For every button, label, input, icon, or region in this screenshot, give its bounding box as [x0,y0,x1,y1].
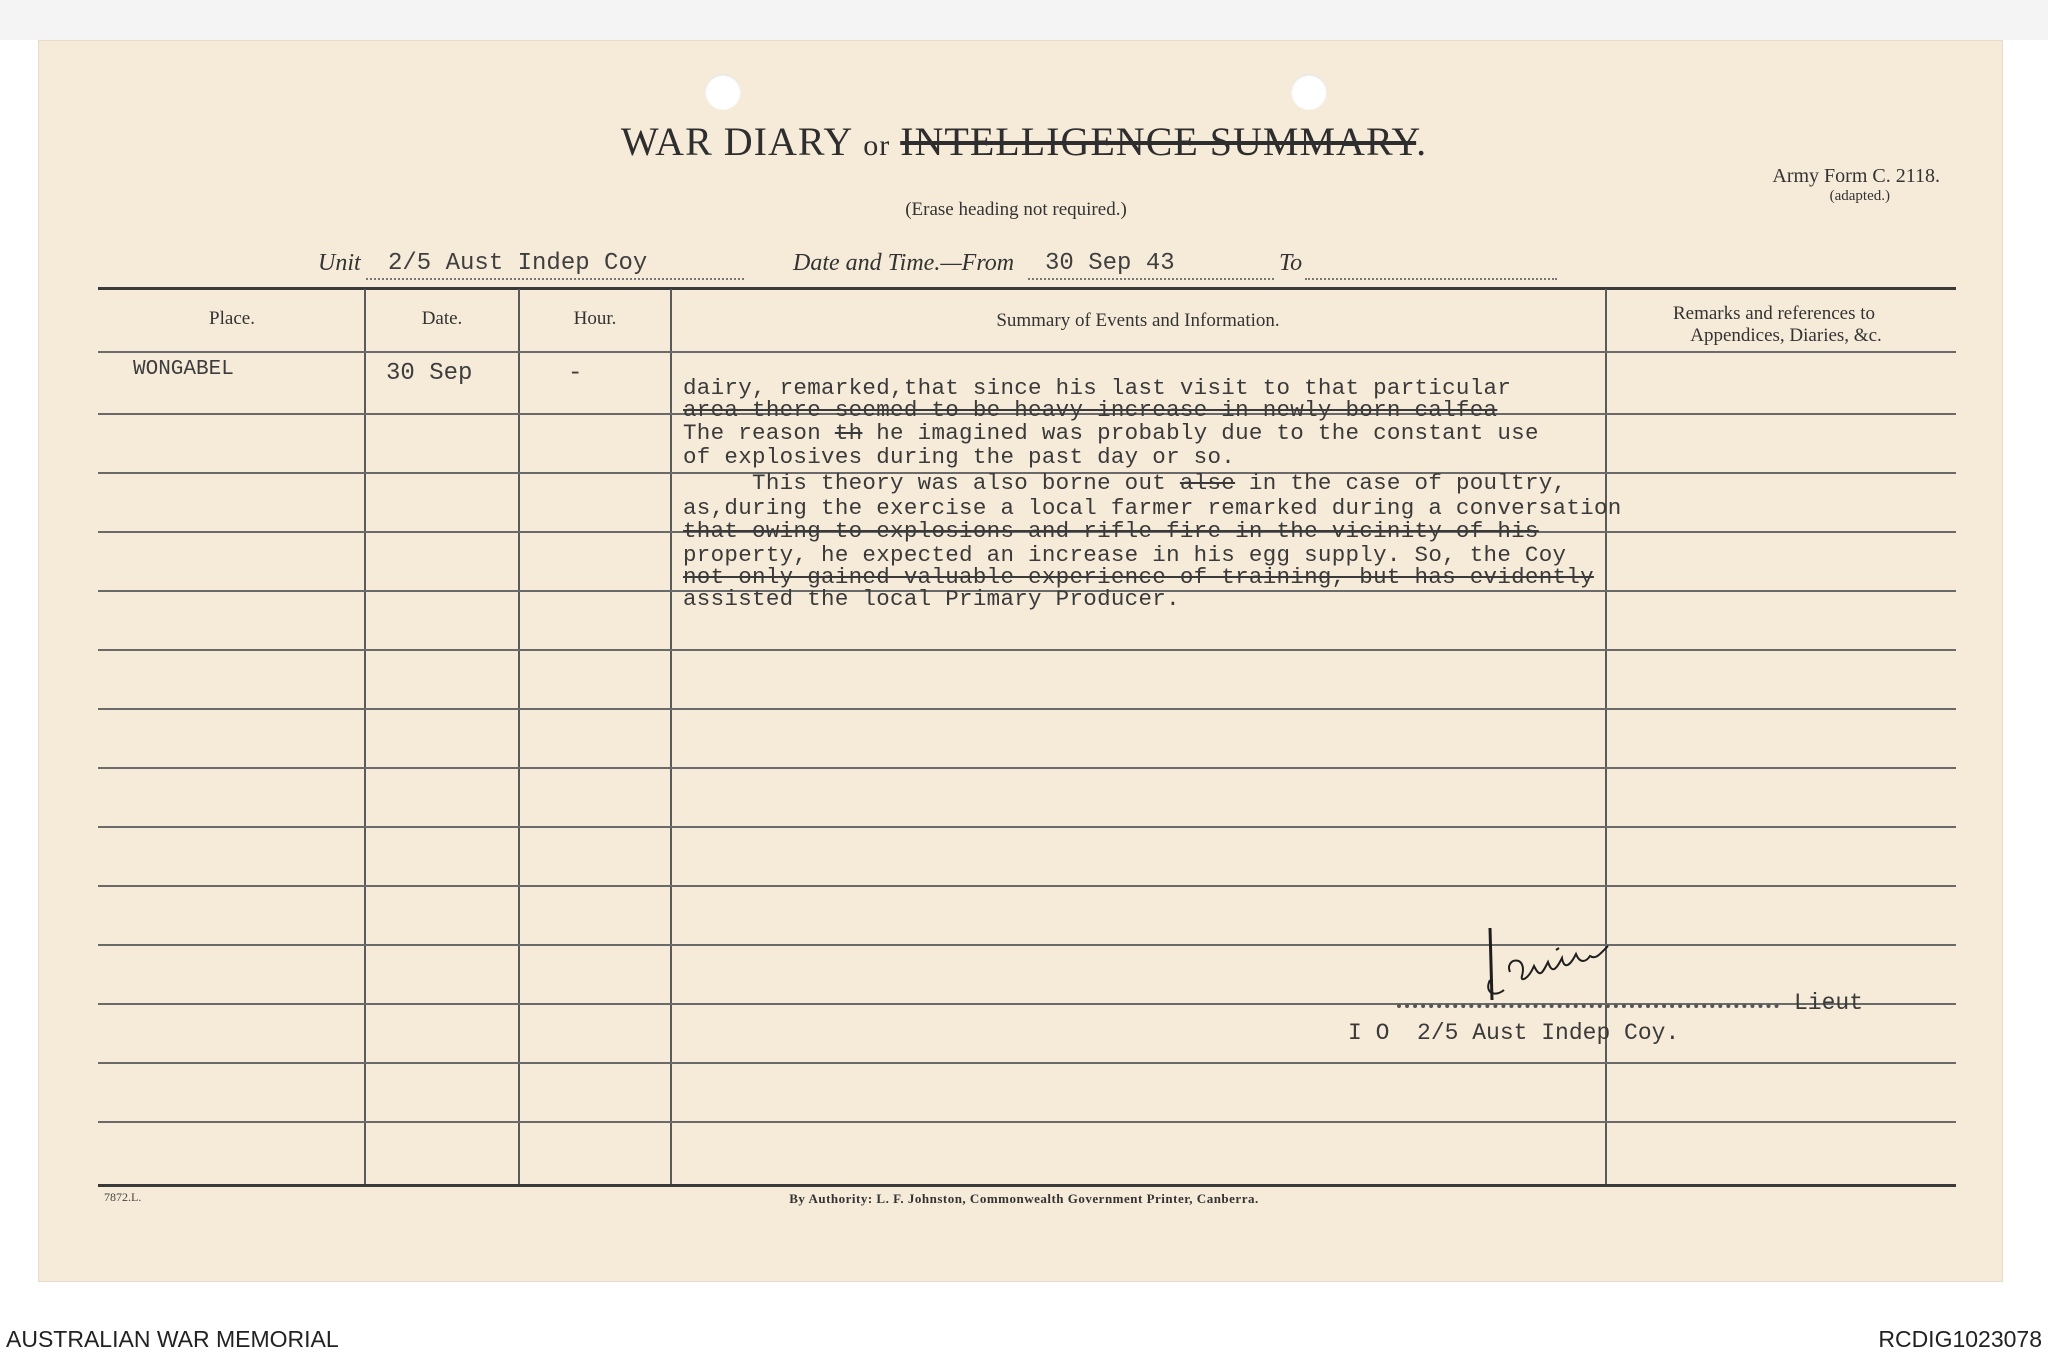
row-rule [98,1062,1956,1064]
column-rule-hour-summary [670,289,672,1184]
unit-value: 2/5 Aust Indep Coy [388,250,648,277]
to-label: To [1279,250,1303,276]
row-rule [98,885,1956,887]
summary-line-1: dairy, remarked,that since his last visit to that particular [683,375,1512,401]
column-rule-place-date [364,289,366,1184]
row-rule [98,826,1956,828]
title-period: . [1416,119,1428,164]
row-rule [98,1121,1956,1123]
header-remarks-line1: Remarks and references to [1672,303,1876,324]
army-form-adapted: (adapted.) [1829,188,1890,204]
hour-cell: - [568,360,583,387]
header-summary: Summary of Events and Information. [996,310,1280,331]
summary-line-7: that owing to explosions and rifle fire in the vicinity of his [683,518,1539,544]
punch-hole-left [705,74,741,110]
header-hour: Hour. [573,308,617,329]
summary-line-10: assisted the local Primary Producer. [683,586,1180,612]
date-cell: 30 Sep [386,360,473,387]
row-rule [98,708,1956,710]
row-rule [98,649,1956,651]
summary-line-5-start: This theory was also borne out [683,470,1180,496]
erase-note: (Erase heading not required.) [905,199,1127,220]
header-date: Date. [421,308,463,329]
signature-dotted-line [1397,1004,1779,1008]
unit-label: Unit [318,250,361,276]
army-form-number: Army Form C. 2118. [1772,165,1940,187]
summary-line-2: area there seemed to be heavy increase in newly born calfea [683,397,1498,423]
summary-line-8: property, he expected an increase in his egg supply. So, the Coy [683,542,1567,568]
column-rule-date-hour [518,289,520,1184]
row-rule [98,767,1956,769]
archive-footer-right: RCDIG1023078 [1878,1326,2042,1352]
header-remarks-line2: Appendices, Diaries, &c. [1690,325,1882,346]
title-intelligence-summary: INTELLIGENCE SUMMARY [900,119,1417,164]
summary-line-3-start: The reason [683,420,835,446]
row-rule [98,944,1956,946]
war-diary-sheet [38,40,2003,1282]
from-dotted-line [1028,278,1274,280]
top-margin [0,0,2048,40]
signature-unit: I O 2/5 Aust Indep Coy. [1348,1020,1680,1046]
handwritten-signature [1470,920,1640,1010]
table-bottom-rule [98,1184,1956,1187]
punch-hole-right [1291,74,1327,110]
summary-line-5-end: in the case of poultry, [1235,470,1567,496]
summary-line-9: not only gained valuable experience of training, but has evidently [683,564,1594,590]
title-war-diary: WAR DIARY [620,119,854,164]
summary-line-3-struck: th [834,420,863,446]
to-dotted-line [1305,278,1557,280]
title-or: or [863,129,891,162]
form-title [0,118,2048,165]
signature-rank: Lieut [1794,990,1864,1016]
summary-line-5-struck: alse [1179,470,1236,496]
archive-footer-left: AUSTRALIAN WAR MEMORIAL [6,1326,339,1352]
summary-line-3-end: he imagined was probably due to the constant use [862,420,1539,446]
column-rule-summary-remarks [1605,289,1607,1184]
summary-line-4: of explosives during the past day or so. [683,444,1236,470]
row-rule [98,351,1956,353]
summary-line-3 [683,420,1539,446]
form-number: 7872.L. [104,1190,142,1204]
from-value: 30 Sep 43 [1045,250,1175,277]
printer-authority: By Authority: L. F. Johnston, Commonwealth Government Printer, Canberra. [789,1191,1259,1206]
unit-dotted-line [366,278,744,280]
table-top-rule [98,287,1956,290]
place-cell: WONGABEL [133,358,234,381]
date-time-label: Date and Time.—From [793,250,1015,276]
header-place: Place. [209,308,255,329]
summary-line-6: as,during the exercise a local farmer remarked during a conversation [683,495,1622,521]
summary-line-5 [683,470,1566,496]
